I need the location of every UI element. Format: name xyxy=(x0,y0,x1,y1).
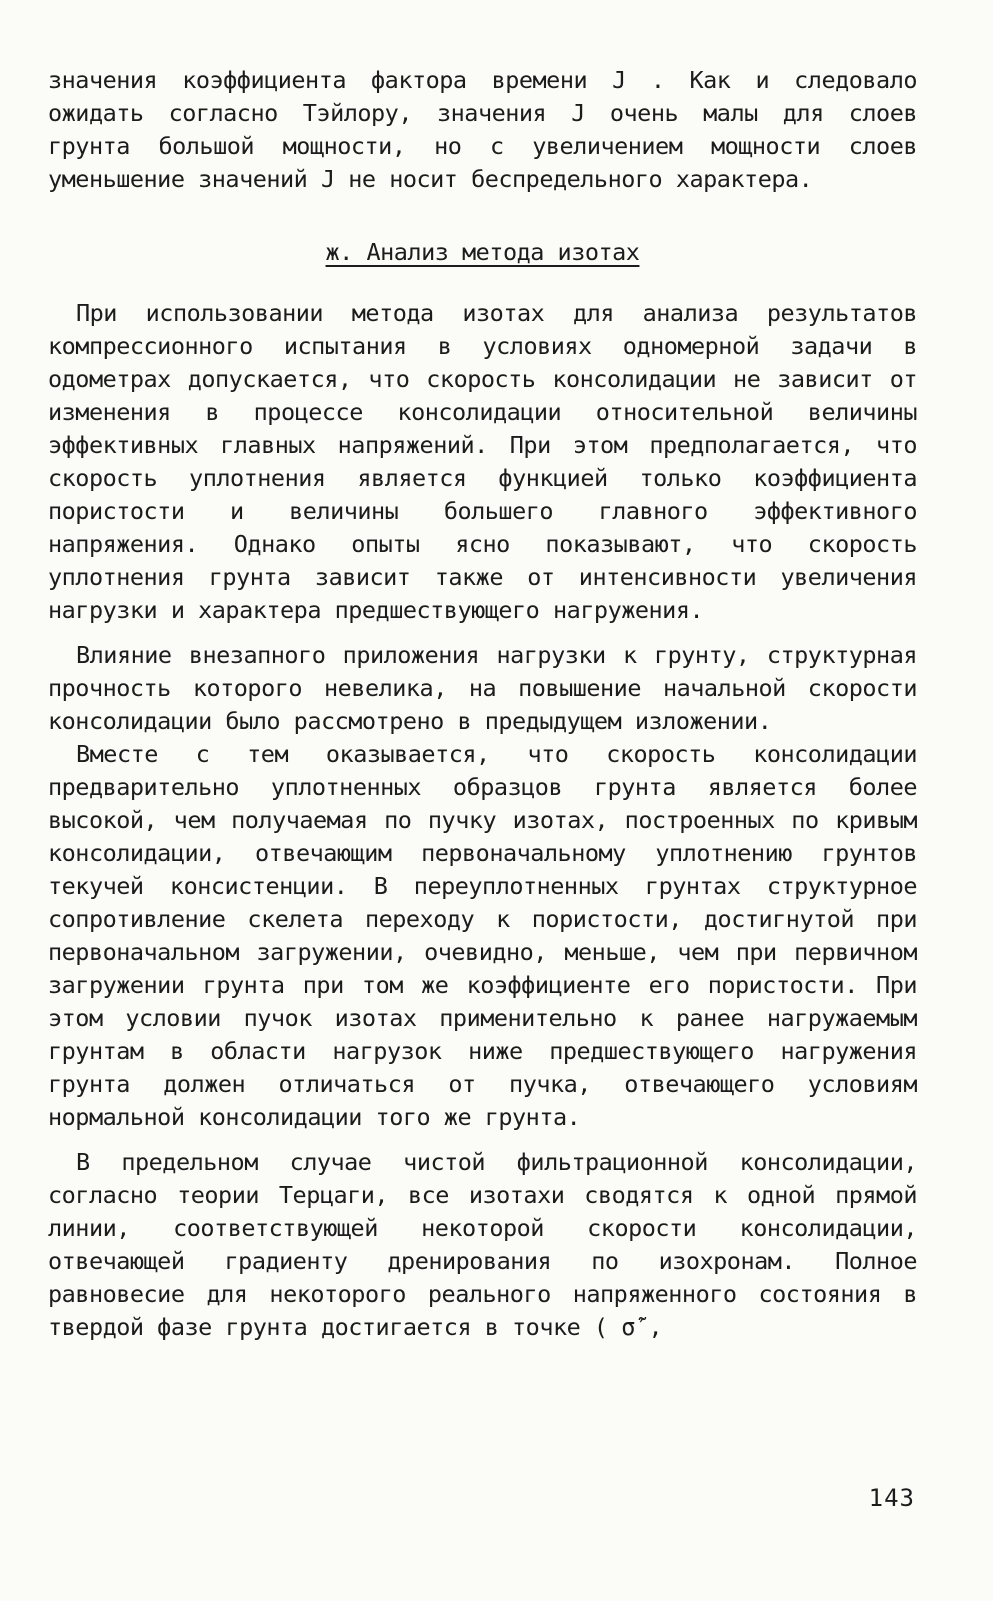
paragraph-2: Влияние внезапного приложения нагрузки к грунту, структурная прочность которого невелика, на повышение начальной скорости консолидации было рассмотрено в предыдущем изложении. xyxy=(48,641,917,735)
paragraph-1: При использовании метода изотах для анализа результатов компрессионного испытания в условиях одномерной задачи в одометрах допускается, что скорость консолидации не зависит от изменения в процессе консолидации относительной величины эффективных главных напряжений. При этом предполагается, что скорость уплотнения является функцией только коэффициента пористости и величины большего главного эффективного напряжения. Однако опыты ясно показывают, что скорость уплотнения грунта зависит также от интенсивности увеличения нагрузки и характера предшествующего нагружения. xyxy=(48,299,917,624)
paragraph-3: Вместе с тем оказывается, что скорость консолидации предварительно уплотненных образцов грунта является более высокой, чем получаемая по пучку изотах, построенных по кривым консолидации, отвечающим первоначальному уплотнению грунтов текучей консистенции. В переуплотненных грунтах структурное сопротивление скелета переходу к пористости, достигнутой при первоначальном загружении, очевидно, меньше, чем при первичном загружении грунта при том же коэффициенте его пористости. При этом условии пучок изотах применительно к ранее нагружаемым грунтам в области нагрузок ниже предшествующего нагружения грунта должен отличаться от пучка, отвечающего условиям нормальной консолидации того же грунта. xyxy=(48,740,917,1131)
paragraph-continuation: значения коэффициента фактора времени J . Как и следовало ожидать согласно Тэйлору, значения J очень малы для слоев грунта большой мощности, но с увеличением мощности слоев уменьшение значений J не носит беспредельного характера. xyxy=(48,66,917,193)
section-heading: ж. Анализ метода изотах xyxy=(325,238,640,266)
paragraph-4: В предельном случае чистой фильтрационной консолидации, согласно теории Терцаги, все изотахи сводятся к одной прямой линии, соответствующей некоторой скорости консолидации, отвечающей градиенту дренирования по изохронам. Полное равновесие для некоторого реального напряженного состояния в твердой фазе грунта достигается в точке ( σ̃′, xyxy=(48,1148,917,1341)
page-number: 143 xyxy=(868,1484,915,1512)
